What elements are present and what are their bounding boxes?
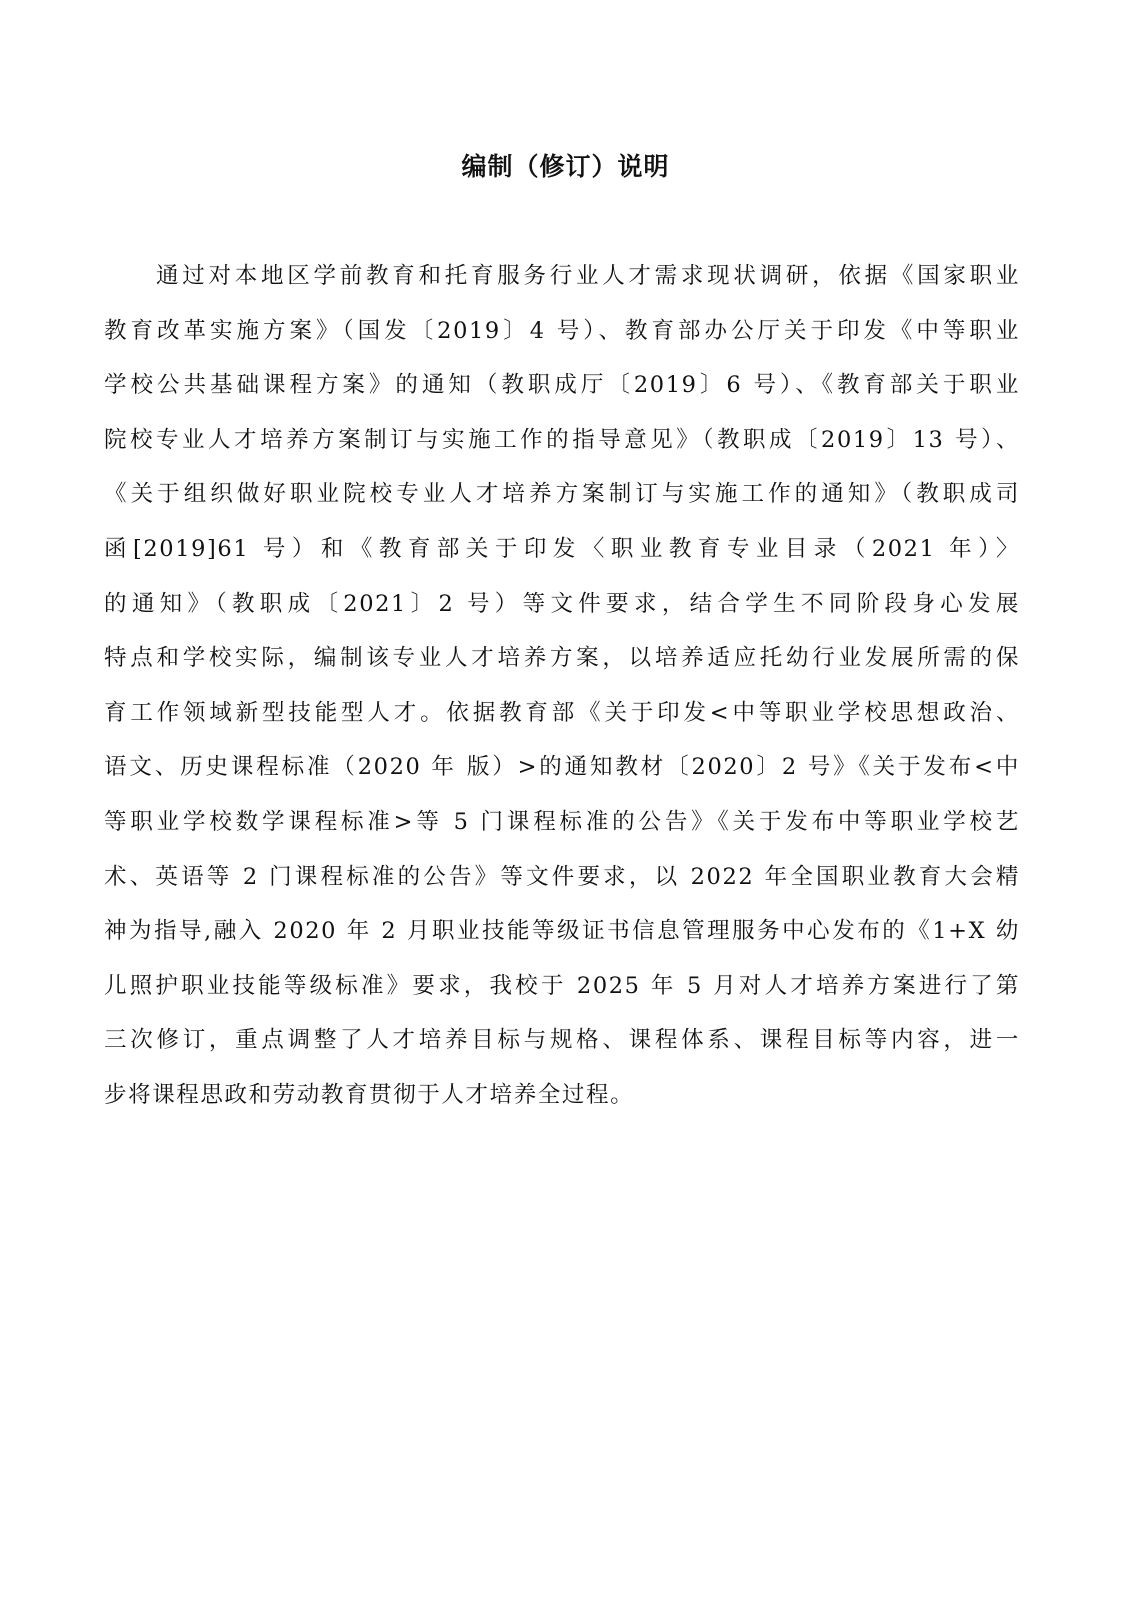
paragraph-line: 特点和学校实际，编制该专业人才培养方案，以培养适应托幼行业发展所需的保 [104, 645, 1020, 672]
paragraph-line: 学校公共基础课程方案》的通知（教职成厅〔2019〕6 号）、《教育部关于职业 [104, 372, 1020, 399]
paragraph-line: 院校专业人才培养方案制订与实施工作的指导意见》（教职成〔2019〕13 号）、 [104, 426, 1020, 453]
paragraph-line: 儿照护职业技能等级标准》要求，我校于 2025 年 5 月对人才培养方案进行了第 [104, 972, 1020, 999]
paragraph-line: 《关于组织做好职业院校专业人才培养方案制订与实施工作的通知》（教职成司 [104, 481, 1020, 508]
paragraph-line: 等职业学校数学课程标准>等 5 门课程标准的公告》《关于发布中等职业学校艺 [104, 808, 1020, 835]
paragraph-line: 通过对本地区学前教育和托育服务行业人才需求现状调研，依据《国家职业 [156, 263, 1020, 289]
paragraph-line: 函[2019]61 号）和《教育部关于印发〈职业教育专业目录（2021 年）〉 [104, 535, 1020, 562]
paragraph-line: 育工作领域新型技能型人才。依据教育部《关于印发<中等职业学校思想政治、 [104, 699, 1020, 726]
paragraph-line: 教育改革实施方案》（国发〔2019〕4 号）、教育部办公厅关于印发《中等职业 [104, 317, 1020, 344]
page-title: 编制（修订）说明 [461, 152, 670, 181]
paragraph-line: 术、英语等 2 门课程标准的公告》等文件要求，以 2022 年全国职业教育大会精 [104, 863, 1020, 890]
body-paragraph [104, 256, 1020, 1130]
paragraph-line: 的通知》（教职成〔2021〕2 号）等文件要求，结合学生不同阶段身心发展 [104, 590, 1020, 617]
paragraph-line: 神为指导,融入 2020 年 2 月职业技能等级证书信息管理服务中心发布的《1+X 幼 [104, 918, 1020, 945]
paragraph-line: 语文、历史课程标准（2020 年 版）>的通知教材〔2020〕2 号》《关于发布<中 [104, 754, 1020, 781]
paragraph-line: 三次修订，重点调整了人才培养目标与规格、课程体系、课程目标等内容，进一 [104, 1027, 1020, 1054]
paragraph-line: 步将课程思政和劳动教育贯彻于人才培养全过程。 [104, 1081, 635, 1108]
